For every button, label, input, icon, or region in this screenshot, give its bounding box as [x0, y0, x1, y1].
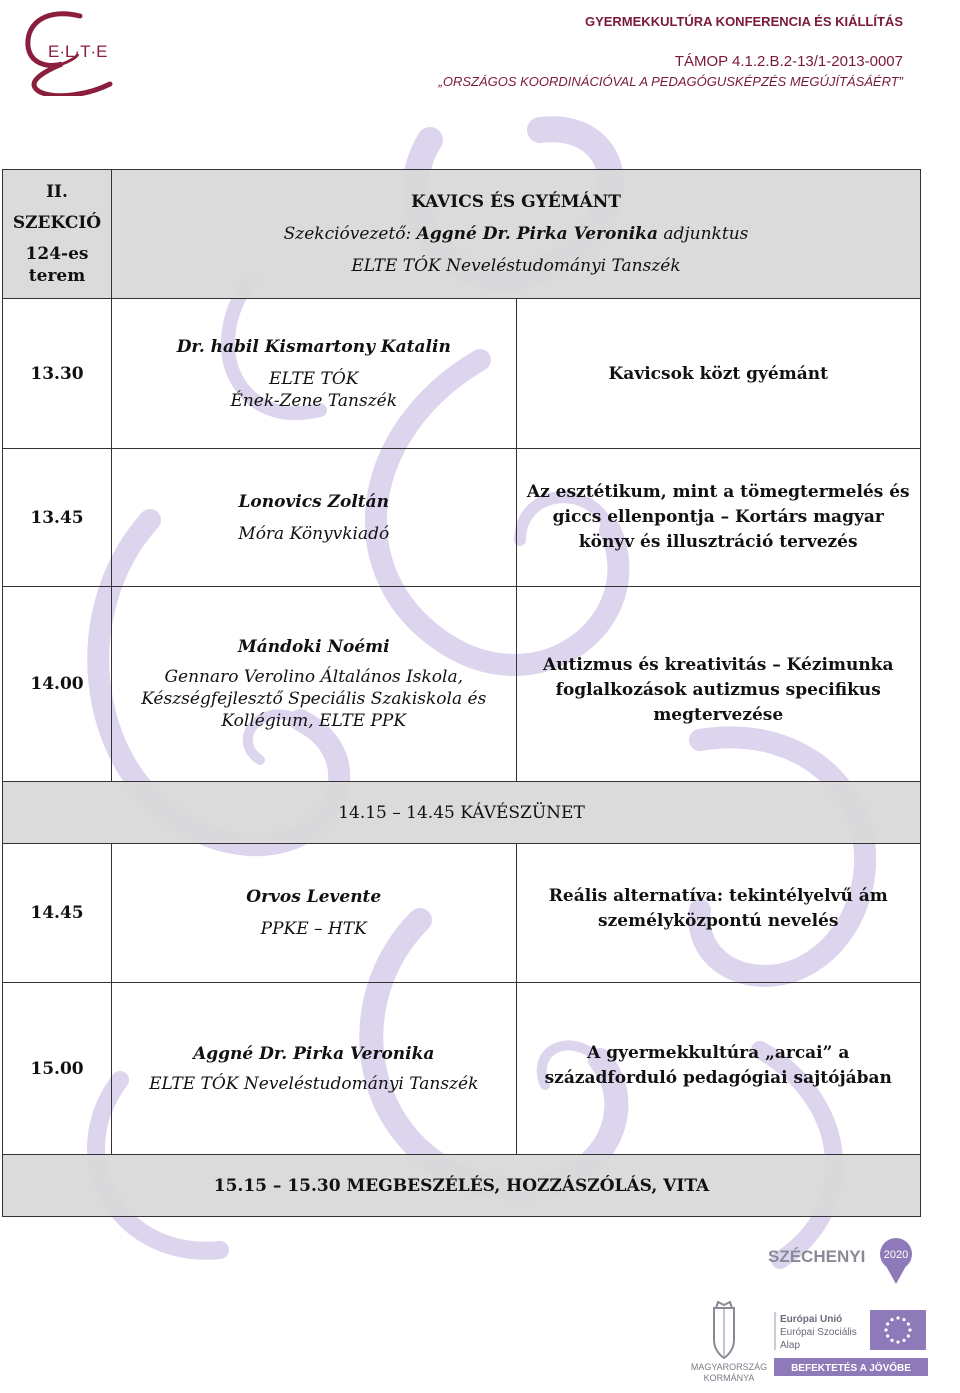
- table-row: [3, 449, 921, 587]
- section-info-cell: [112, 170, 921, 299]
- eu-star: [908, 1328, 911, 1331]
- session-speaker: Aggné Dr. Pirka Veronika: [193, 1043, 435, 1064]
- section-room: 124-es terem: [25, 244, 89, 286]
- eu-star: [884, 1328, 887, 1331]
- table-row: [3, 983, 921, 1155]
- break-row: [3, 782, 921, 844]
- szechenyi-2020-logo: [768, 1238, 928, 1286]
- session-title: A gyermekkultúra „arcai” a századforduló pedagógiai sajtójában: [516, 983, 921, 1155]
- program-table: [2, 169, 921, 1217]
- table-row: [3, 587, 921, 782]
- eu-star: [896, 1340, 899, 1343]
- project-code: TÁMOP 4.1.2.B.2-13/1-2013-0007: [674, 53, 903, 70]
- session-title: Az esztétikum, mint a tömegtermelés és giccs ellenpontja – Kortárs magyar könyv és illusztráció tervezés: [516, 449, 921, 587]
- closing-row: [3, 1155, 921, 1217]
- session-speaker-cell: [112, 983, 517, 1155]
- session-time: 13.30: [3, 299, 112, 449]
- eu-banner: BEFEKTETÉS A JÖVŐBE: [791, 1363, 911, 1374]
- session-speaker: Dr. habil Kismartony Katalin: [176, 336, 451, 357]
- eu-line2: Európai Szociális: [780, 1327, 857, 1338]
- session-affiliation: Gennaro Verolino Általános Iskola, Készségfejlesztő Speciális Szakiskola és Kollégium, ELTE PPK: [141, 667, 487, 731]
- session-speaker-cell: [112, 449, 517, 587]
- session-affiliation: ELTE TÓK Neveléstudományi Tanszék: [149, 1073, 479, 1094]
- session-time: 14.45: [3, 844, 112, 983]
- eu-star: [886, 1334, 889, 1337]
- break-label: 14.15 – 14.45 KÁVÉSZÜNET: [3, 782, 921, 844]
- session-time: 14.00: [3, 587, 112, 782]
- eu-flag-icon: [870, 1310, 926, 1350]
- gov-line2: KORMÁNYA: [703, 1373, 755, 1383]
- session-speaker: Mándoki Noémi: [237, 637, 390, 657]
- eu-star: [890, 1318, 893, 1321]
- eu-star: [902, 1318, 905, 1321]
- eu-line1: Európai Unió: [780, 1314, 843, 1325]
- session-time: 15.00: [3, 983, 112, 1155]
- session-speaker-cell: [112, 299, 517, 449]
- gov-line1: MAGYARORSZÁG: [690, 1362, 768, 1372]
- eu-star: [886, 1322, 889, 1325]
- table-row: [3, 844, 921, 983]
- section-label-cell: [3, 170, 112, 299]
- session-speaker-cell: [112, 844, 517, 983]
- session-affiliation: Móra Könyvkiadó: [238, 523, 390, 544]
- logo-text: E·L·T·E: [48, 42, 108, 61]
- session-speaker: Orvos Levente: [246, 887, 382, 907]
- table-row: [3, 299, 921, 449]
- eu-star: [907, 1322, 910, 1325]
- eu-star: [907, 1334, 910, 1337]
- eu-star: [902, 1339, 905, 1342]
- session-affiliation: PPKE – HTK: [260, 919, 367, 939]
- section-leader-name: Aggné Dr. Pirka Veronika: [416, 224, 658, 244]
- section-title: KAVICS ÉS GYÉMÁNT: [411, 192, 621, 212]
- section-label: SZEKCIÓ: [12, 213, 102, 233]
- section-department: ELTE TÓK Neveléstudományi Tanszék: [351, 256, 681, 276]
- session-speaker-cell: [112, 587, 517, 782]
- session-title: Kavicsok közt gyémánt: [516, 299, 921, 449]
- szechenyi-text: SZÉCHENYI: [768, 1247, 866, 1266]
- session-title: Autizmus és kreativitás – Kézimunka foglalkozások autizmus specifikus megtervezése: [516, 587, 921, 782]
- session-speaker: Lonovics Zoltán: [238, 491, 390, 512]
- eu-star: [896, 1316, 899, 1319]
- session-affiliation: ELTE TÓK Ének-Zene Tanszék: [230, 368, 398, 411]
- elte-logo: [18, 8, 128, 96]
- hungarian-government-logo: [684, 1300, 774, 1385]
- section-number: II.: [46, 182, 68, 202]
- closing-label: 15.15 – 15.30 MEGBESZÉLÉS, HOZZÁSZÓLÁS, VITA: [3, 1155, 921, 1217]
- szechenyi-year: 2020: [883, 1249, 909, 1261]
- eu-star: [890, 1339, 893, 1342]
- conference-title: GYERMEKKULTÚRA KONFERENCIA ÉS KIÁLLÍTÁS: [584, 14, 903, 29]
- eu-social-fund-logo: [774, 1308, 928, 1380]
- section-leader: Szekcióvezető: Aggné Dr. Pirka Veronika adjunktus: [283, 224, 749, 244]
- section-header-row: [3, 170, 921, 299]
- session-time: 13.45: [3, 449, 112, 587]
- eu-line3: Alap: [780, 1340, 801, 1351]
- project-title: „ORSZÁGOS KOORDINÁCIÓVAL A PEDAGÓGUSKÉPZÉS MEGÚJÍTÁSÁÉRT”: [438, 74, 903, 89]
- session-title: Reális alternatíva: tekintélyelvű ám személyközpontú nevelés: [516, 844, 921, 983]
